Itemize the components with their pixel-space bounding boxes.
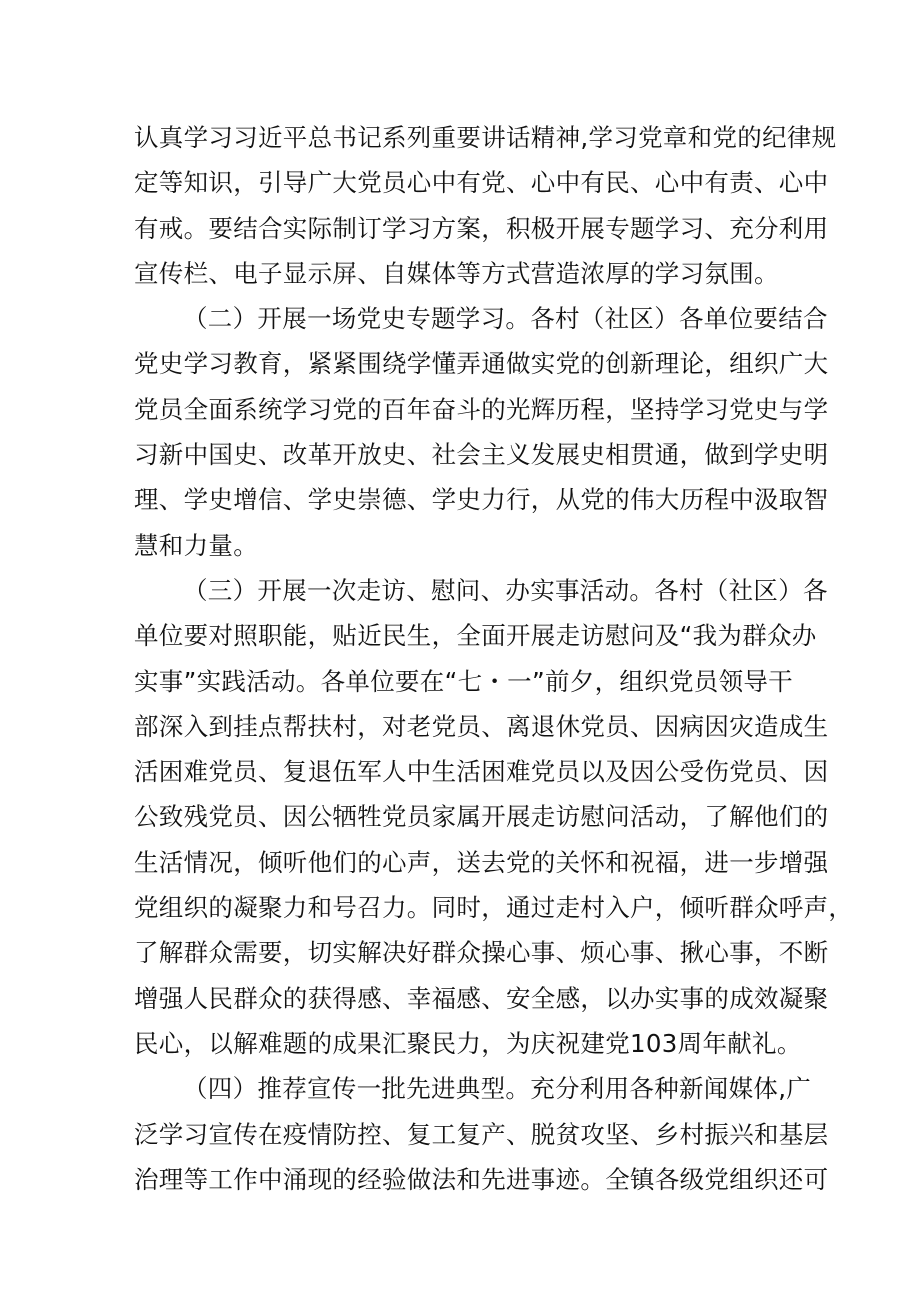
paragraph-section-three (134, 568, 854, 1066)
text-line: 认真学习习近平总书记系列重要讲话精神,学习党章和党的纪律规 (134, 123, 837, 152)
text-line: 宣传栏、电子显示屏、自媒体等方式营造浓厚的学习氛围。 (134, 258, 779, 288)
text-line: 实事”实践活动。各单位要在“七・一”前夕，组织党员领导干 (134, 666, 793, 696)
text-line: 理、学史增信、学史崇德、学史力行，从党的伟大历程中汲取智 (134, 485, 829, 515)
text-line: 了解群众需要，切实解决好群众操心事、烦心事、揪心事，不断 (134, 938, 829, 968)
paragraph-section-two (134, 296, 829, 568)
text-line: 生活情况，倾听他们的心声，送去党的关怀和祝福，进一步增强 (134, 847, 829, 877)
text-line: 党史学习教育，紧紧围绕学懂弄通做实党的创新理论，组织广大 (134, 349, 829, 379)
text-line: 治理等工作中涌现的经验做法和先进事迹。全镇各级党组织还可 (134, 1164, 829, 1194)
text-line: 慧和力量。 (134, 530, 258, 560)
text-line: 民心，以解难题的成果汇聚民力，为庆祝建党103周年献礼。 (134, 1028, 802, 1058)
section-heading-line: （三）开展一次走访、慰问、办实事活动。各村（社区）各 (183, 575, 828, 605)
text-line: 部深入到挂点帮扶村，对老党员、离退休党员、因病因灾造成生 (134, 711, 829, 741)
section-heading-line: （二）开展一场党史专题学习。各村（社区）各单位要结合 (183, 304, 828, 334)
text-line: 习新中国史、改革开放史、社会主义发展史相贯通，做到学史明 (134, 440, 829, 470)
text-line: 党员全面系统学习党的百年奋斗的光辉历程，坚持学习党史与学 (134, 394, 829, 424)
text-line: 党组织的凝聚力和号召力。同时，通过走村入户，倾听群众呼声， (134, 893, 854, 923)
text-line: 有戒。要结合实际制订学习方案，积极开展专题学习、充分利用 (134, 213, 829, 243)
text-line: 单位要对照职能，贴近民生，全面开展走访慰问及“我为群众办 (134, 621, 817, 651)
paragraph-study-requirements (134, 115, 837, 296)
document-body (134, 115, 854, 1202)
text-line: 活困难党员、复退伍军人中生活困难党员以及因公受伤党员、因 (134, 757, 829, 787)
text-line: 定等知识，引导广大党员心中有党、心中有民、心中有责、心中 (134, 168, 829, 198)
section-heading-line: （四）推荐宣传一批先进典型。充分利用各种新闻媒体,广 (183, 1074, 812, 1104)
text-line: 泛学习宣传在疫情防控、复工复产、脱贫攻坚、乡村振兴和基层 (134, 1119, 829, 1149)
text-line: 增强人民群众的获得感、幸福感、安全感，以办实事的成效凝聚 (134, 983, 829, 1013)
paragraph-section-four (134, 1066, 829, 1202)
text-line: 公致残党员、因公牺牲党员家属开展走访慰问活动，了解他们的 (134, 802, 829, 832)
